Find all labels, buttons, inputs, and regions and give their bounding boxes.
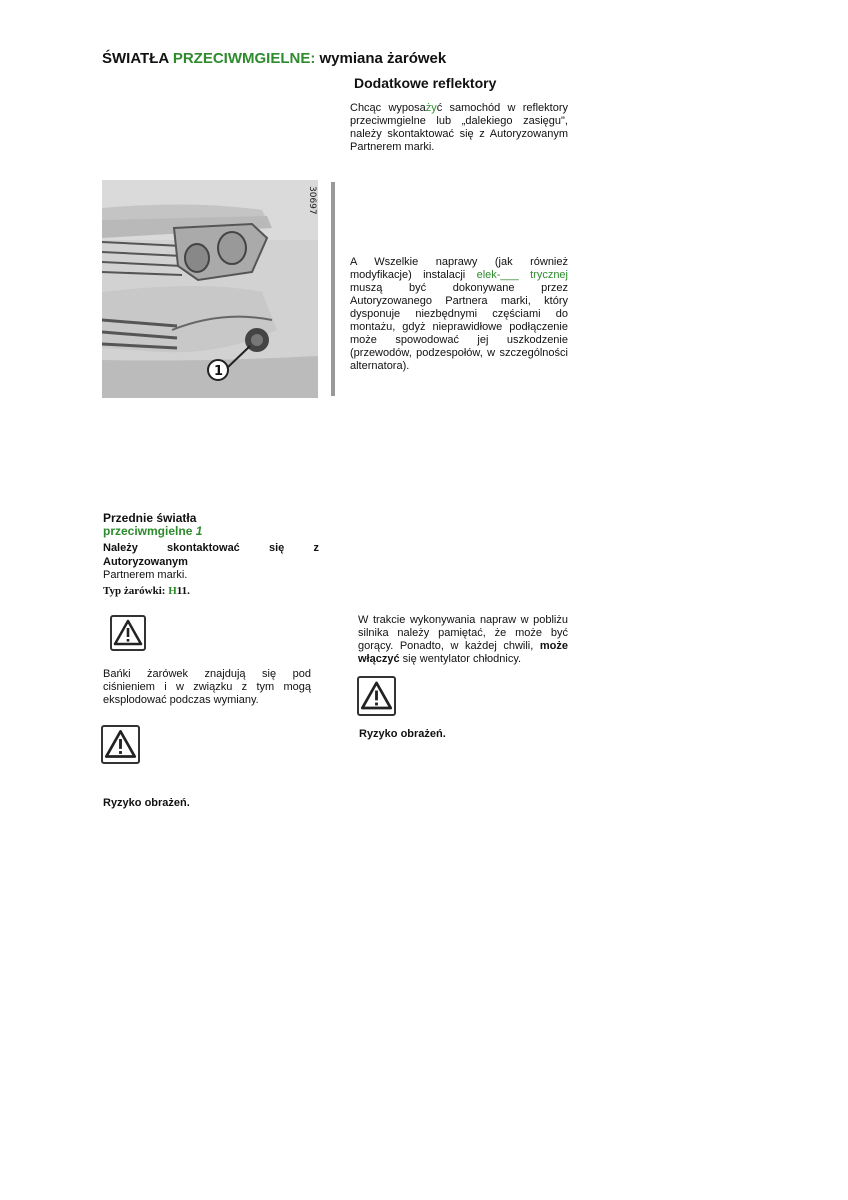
warning-triangle-icon [110,615,146,651]
front-fog-line1: Należy skontaktować się z [103,542,319,554]
car-front-illustration [102,180,318,398]
fog-light-photo [102,180,318,398]
repairs-paragraph: A Wszelkie naprawy (jak również modyfikacje) instalacji elek-___ trycznej muszą być dokonywane przez Autoryzowanego Partnera marki, który dysponuje niezbędnymi częściami do montażu, gdyż nieprawidłowe podłączenie może spowodować jej uszkodzenie (przewodów, podzespołów, w szczególności alternatora). [350,256,568,372]
risk-label-right: Ryzyko obrażeń. [359,728,446,740]
warning-triangle-icon [357,676,396,716]
front-fog-heading: Przednie światła przeciwmgielne 1 [103,511,203,538]
additional-heading: Dodatkowe reflektory [354,75,497,91]
front-fog-line3: Partnerem marki. [103,569,188,581]
risk-label-left: Ryzyko obrażeń. [103,797,190,809]
warning-triangle-icon [101,725,140,764]
page-title: ŚWIATŁA PRZECIWMGIELNE: wymiana żarówek [102,50,447,67]
additional-paragraph: Chcąc wyposażyć samochód w reflektory przeciwmgielne lub „dalekiego zasięgu", należy skontaktować się z Autoryzowanym Partnerem marki. [350,102,568,153]
front-fog-line2: Autoryzowanym [103,556,188,568]
bulb-type: Typ żarówki: H11. [103,585,190,597]
photo-callout: 1 [214,364,224,379]
photo-edge-bar [331,182,335,396]
bulb-pressure-warning: Bańki żarówek znajdują się pod ciśnieniem i w związku z tym mogą eksplodować podczas wymiany. [103,668,311,706]
engine-warning: W trakcie wykonywania napraw w pobliżu silnika należy pamiętać, że może być gorący. Ponadto, w każdej chwili, może włączyć się wentylator chłodnicy. [358,614,568,665]
photo-ref-code: 30697 [307,186,317,215]
title-highlight: PRZECIWMGIELNE: [172,50,316,67]
